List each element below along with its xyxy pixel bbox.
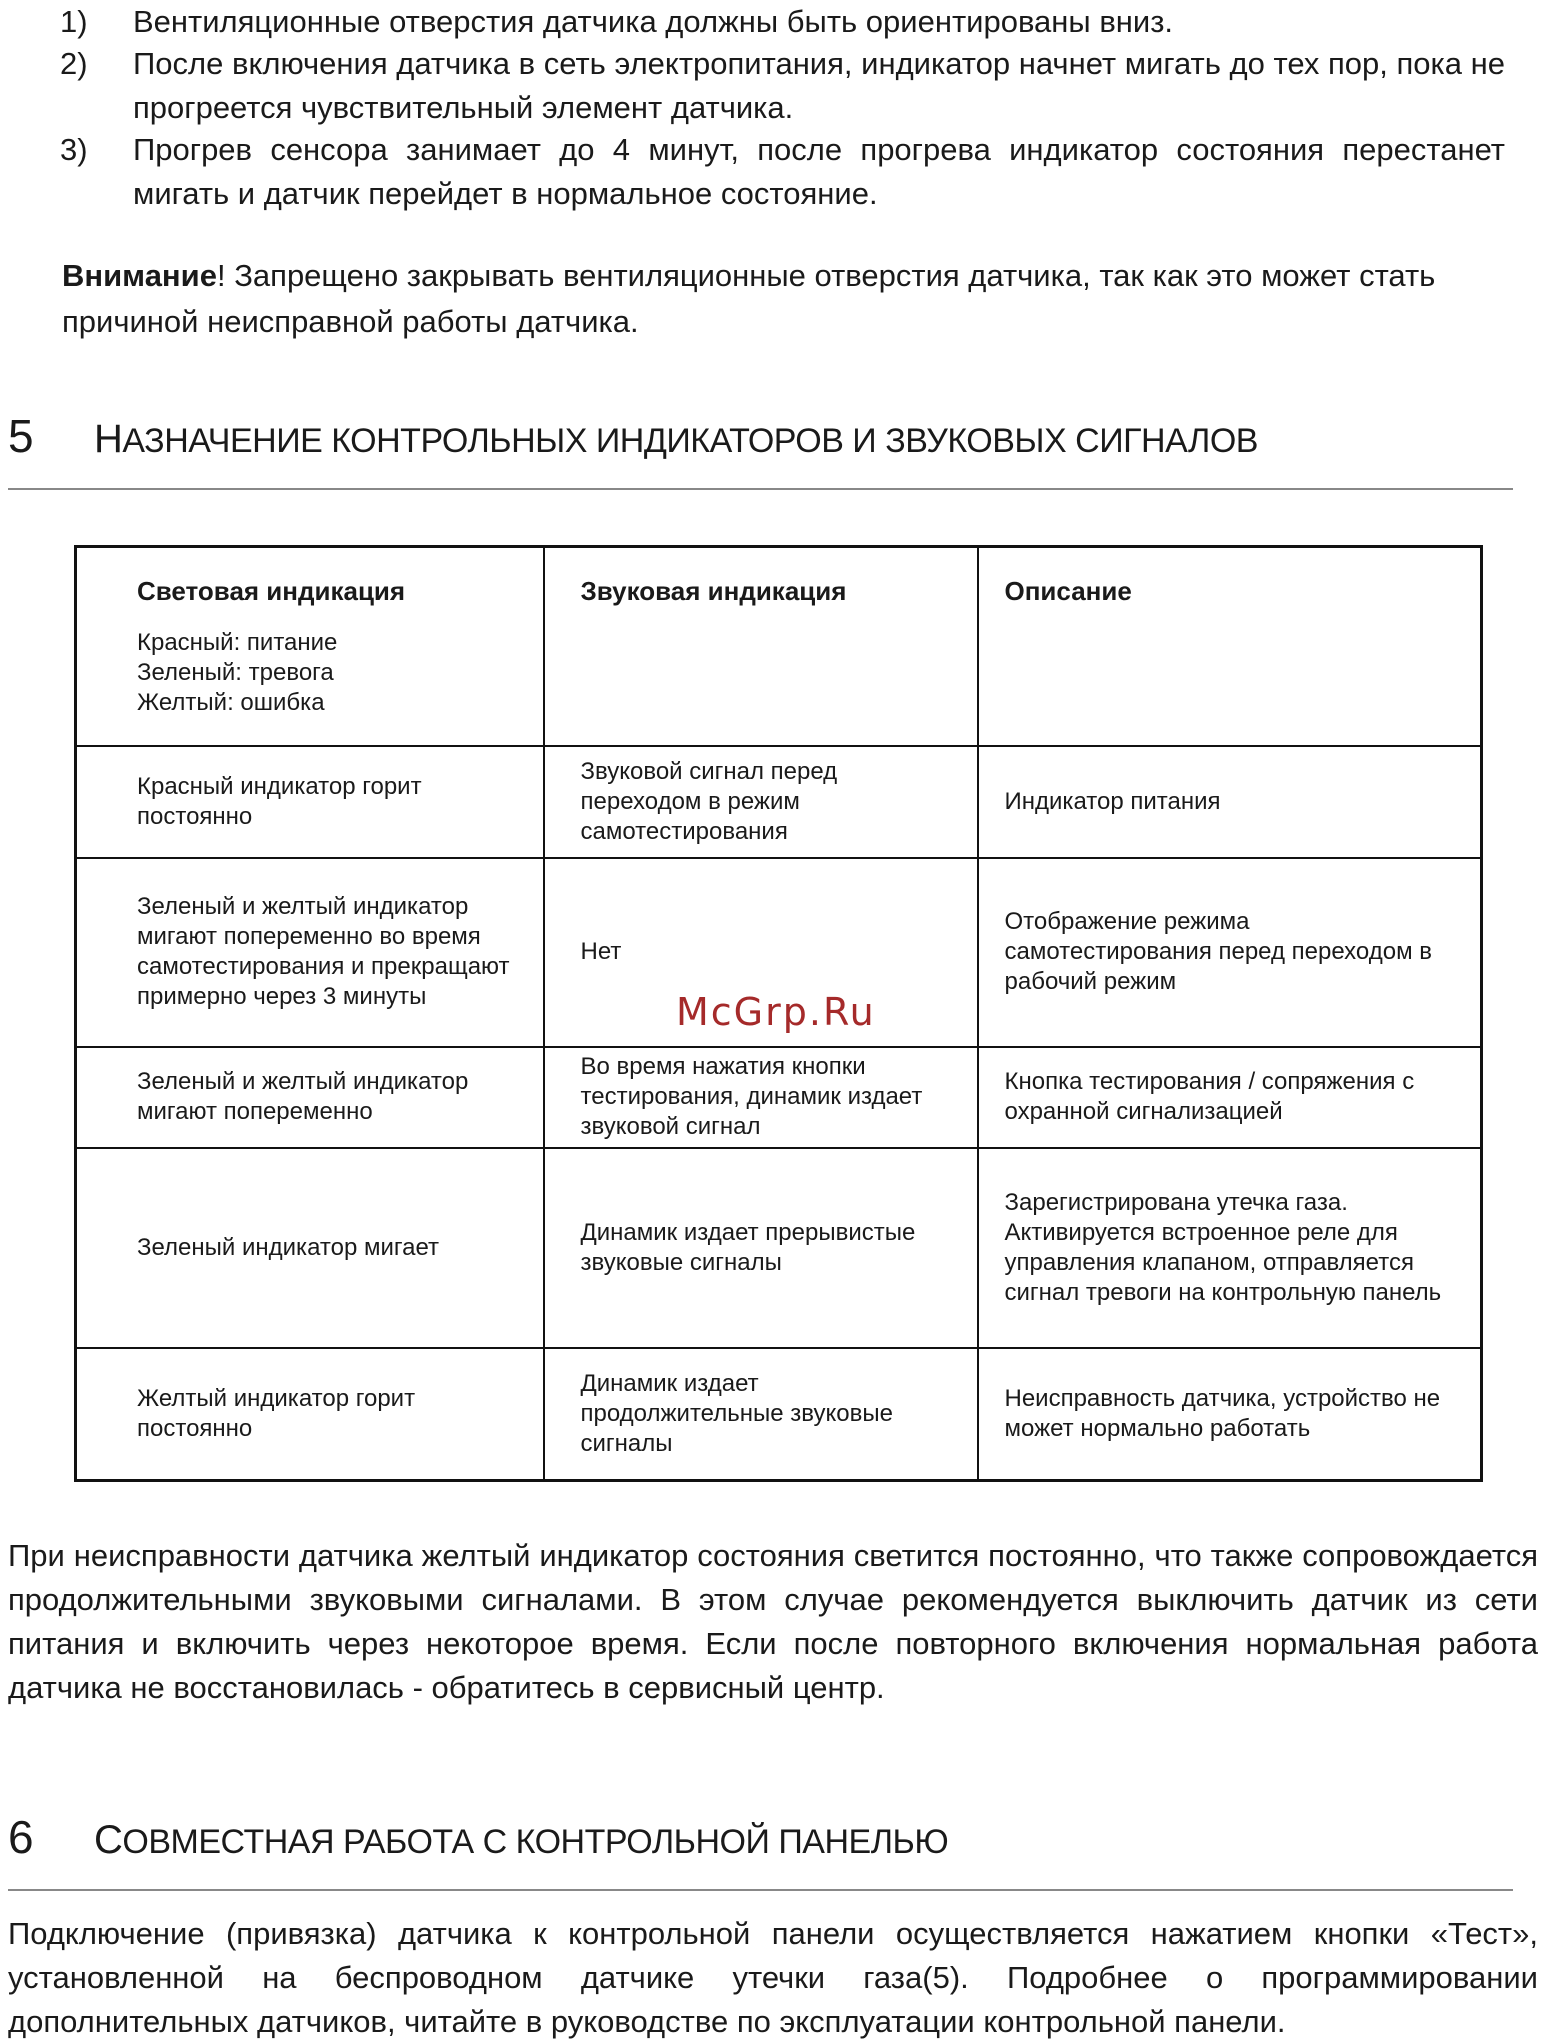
list-text: После включения датчика в сеть электропитания, индикатор начнет мигать до тех пор, пока не прогреется чувствительный элемент датчика. [133, 46, 1505, 125]
legend-yellow: Желтый: ошибка [137, 689, 325, 716]
table-cell: Зеленый и желтый индикатор мигают попеременно [76, 1047, 544, 1148]
panel-paragraph: Подключение (привязка) датчика к контрольной панели осуществляется нажатием кнопки «Тест», установленной на беспроводном датчике утечки газа(5). Подробнее о программировании дополнительных датчиков, читайте в руководстве по эксплуатации контрольной панели. [8, 1916, 1538, 2039]
table-cell: Кнопка тестирования / сопряжения с охранной сигнализацией [978, 1047, 1482, 1148]
table-cell: Индикатор питания [978, 746, 1482, 858]
list-number: 1) [60, 4, 88, 39]
warning-paragraph [62, 253, 1505, 345]
list-number: 3) [60, 132, 88, 167]
table-cell: Красный индикатор горит постоянно [76, 746, 544, 858]
watermark: McGrp.Ru [676, 990, 876, 1034]
fault-paragraph: При неисправности датчика желтый индикатор состояния светится постоянно, что также сопровождается продолжительными звуковыми сигналами. В этом случае рекомендуется выключить датчик из сети питания и включить через некоторое время. Если после повторного включения нормальная работа датчика не восстановилась - обратитесь в сервисный центр. [8, 1538, 1538, 1705]
table-cell: Динамик издает прерывистые звуковые сигналы [544, 1148, 978, 1348]
table-row [76, 1047, 1482, 1148]
table-cell: Звуковой сигнал перед переходом в режим самотестирования [544, 746, 978, 858]
table-cell: Неисправность датчика, устройство не может нормально работать [978, 1348, 1482, 1481]
header-cell-description: Описание [978, 547, 1482, 746]
list-number: 2) [60, 46, 88, 81]
table-row [76, 1348, 1482, 1481]
table-cell: Желтый индикатор горит постоянно [76, 1348, 544, 1481]
table-cell: Нет [544, 858, 978, 1047]
section-5-heading [8, 406, 1513, 490]
section-number: 5 [8, 410, 34, 462]
table-cell: Динамик издает продолжительные звуковые сигналы [544, 1348, 978, 1481]
header-cell-sound: Звуковая индикация [544, 547, 978, 746]
header-cell-light: Световая индикация Красный: питание Зеленый: тревога Желтый: ошибка [76, 547, 544, 746]
table-cell: Зеленый и желтый индикатор мигают попеременно во время самотестирования и прекращают примерно через 3 минуты [76, 858, 544, 1047]
table-cell: Отображение режима самотестирования перед переходом в рабочий режим [978, 858, 1482, 1047]
table-cell: Зарегистрирована утечка газа. Активируется встроенное реле для управления клапаном, отправляется сигнал тревоги на контрольную панель [978, 1148, 1482, 1348]
table-row [76, 1148, 1482, 1348]
table-cell: Зеленый индикатор мигает [76, 1148, 544, 1348]
table-cell: Во время нажатия кнопки тестирования, динамик издает звуковой сигнал [544, 1047, 978, 1148]
section-number: 6 [8, 1811, 34, 1863]
table-row [76, 746, 1482, 858]
section-title: СОВМЕСТНАЯ РАБОТА С КОНТРОЛЬНОЙ ПАНЕЛЬЮ [94, 1818, 949, 1862]
legend-red: Красный: питание [137, 629, 338, 656]
section-6-heading [8, 1807, 1513, 1891]
warning-text: ! Запрещено закрывать вентиляционные отверстия датчика, так как это может стать причиной неисправной работы датчика. [62, 258, 1436, 339]
legend-green: Зеленый: тревога [137, 659, 334, 686]
section-title: НАЗНАЧЕНИЕ КОНТРОЛЬНЫХ ИНДИКАТОРОВ И ЗВУКОВЫХ СИГНАЛОВ [94, 417, 1258, 461]
list-text: Вентиляционные отверстия датчика должны быть ориентированы вниз. [133, 4, 1174, 39]
warning-label: Внимание [62, 258, 217, 293]
list-text: Прогрев сенсора занимает до 4 минут, после прогрева индикатор состояния перестанет мигать и датчик перейдет в нормальное состояние. [133, 132, 1505, 211]
table-header-row [76, 547, 1482, 746]
